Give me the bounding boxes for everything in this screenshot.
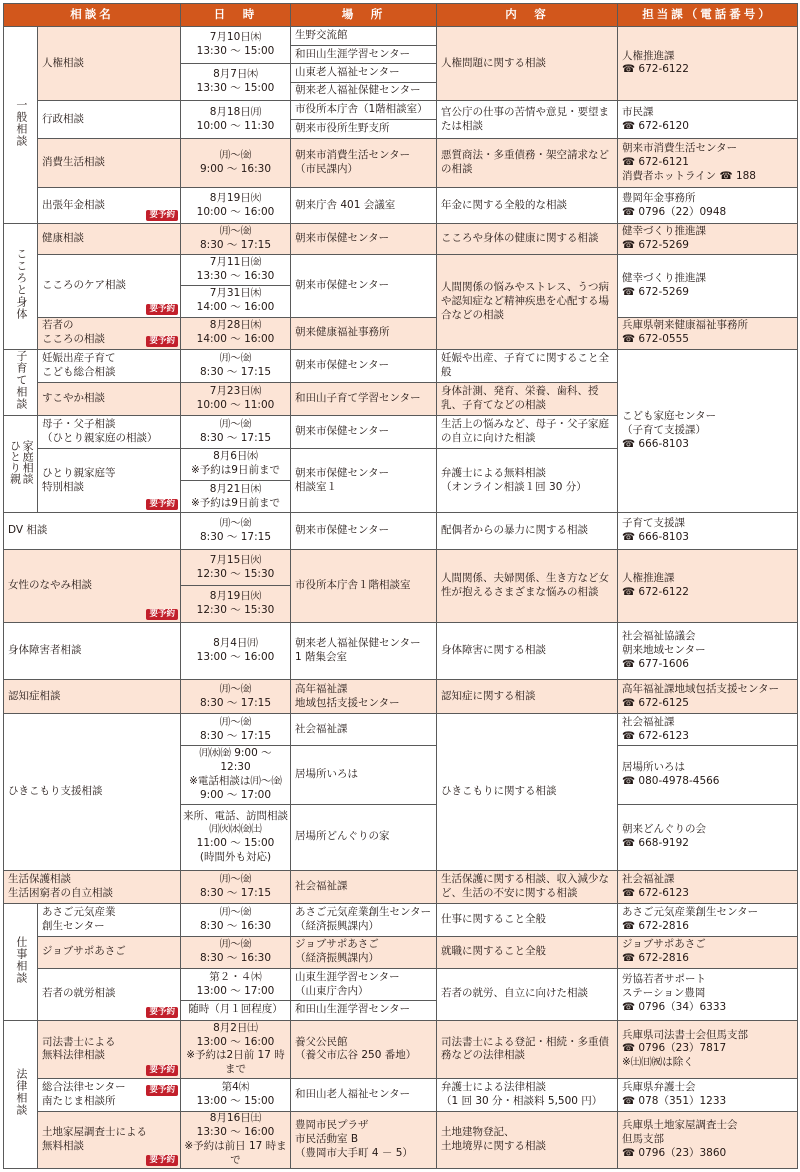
content-kokorocare: 人間関係の悩みやストレス、うつ病や認知症など精神疾患を心配する場合などの相談 [437, 254, 618, 349]
date-jinken-1: 7月10日㈭ 13:30 ～ 15:00 [181, 27, 291, 64]
name-boshi: 母子・父子相談 （ひとり親家庭の相談） [38, 416, 181, 448]
reserve-badge: 要予約 [146, 304, 178, 315]
contact-asago: あさご元気産業創生センター ☎ 672-2816 [618, 904, 798, 936]
name-sogo: 総合法律センター 南たじま相談所 要予約 [38, 1079, 181, 1111]
place-nenkin: 朝来庁舎 401 会議室 [291, 187, 437, 223]
contact-ninchi: 高年福祉課地域包括支援センター ☎ 672-6125 [618, 680, 798, 713]
content-ninshin: 妊娠や出産、子育てに関すること全般 [437, 349, 618, 382]
contact-seikatsu: 社会福祉課 ☎ 672-6123 [618, 870, 798, 903]
date-nenkin: 8月19日㈫ 10:00 ～ 16:00 [181, 187, 291, 223]
content-shintai: 身体障害に関する相談 [437, 622, 618, 680]
contact-kodomokatei: こども家庭センター （子育て支援課） ☎ 666-8103 [618, 349, 798, 513]
content-hitorioyatokubetsu: 弁護士による無料相談 （オンライン相談１回 30 分） [437, 448, 618, 513]
group-ippan: 一般相談 [4, 27, 38, 224]
content-shohi: 悪質商法・多重債務・架空請求などの相談 [437, 139, 618, 188]
date-hikikomori-2: ㈪㈬㈮ 9:00 ～ 12:30 ※電話相談は㈪～㈮ 9:00 ～ 17:00 [181, 746, 291, 805]
reserve-badge: 要予約 [146, 336, 178, 347]
contact-hikikomori-1: 社会福祉課 ☎ 672-6123 [618, 713, 798, 745]
content-kenko: こころや身体の健康に関する相談 [437, 224, 618, 254]
date-shuro-2: 随時（月１回程度） [181, 1001, 291, 1020]
name-kenko: 健康相談 [38, 224, 181, 254]
place-josei: 市役所本庁舎１階相談室 [291, 549, 437, 622]
place-asago: あさご元気産業創生センター （経済振興課内） [291, 904, 437, 936]
contact-hikikomori-3: 朝来どんぐりの会 ☎ 668-9192 [618, 804, 798, 870]
place-kenko: 朝来市保健センター [291, 224, 437, 254]
header-name: 相談名 [4, 4, 181, 27]
date-kokorocare-1: 7月11日㈮ 13:30 ～ 16:30 [181, 254, 291, 285]
date-sukoyaka: 7月23日㈬ 10:00 ～ 11:00 [181, 383, 291, 416]
place-boshi: 朝来市保健センター [291, 416, 437, 448]
date-shintai: 8月4日㈪ 13:00 ～ 16:00 [181, 622, 291, 680]
place-hikikomori-2: 居場所いろは [291, 746, 437, 805]
place-shuro-2: 和田山生涯学習センター [291, 1001, 437, 1020]
content-asago: 仕事に関すること全般 [437, 904, 618, 936]
date-sogo: 第4㈭ 13:00 ～ 15:00 [181, 1079, 291, 1111]
name-shiho: 司法書士による 無料法律相談 要予約 [38, 1020, 181, 1079]
contact-shuro: 労協若者サポート ステーション豊岡 ☎ 0796（34）6333 [618, 968, 798, 1020]
content-dv: 配偶者からの暴力に関する相談 [437, 513, 618, 549]
header-contact: 担当課（電話番号） [618, 4, 798, 27]
place-shuro-1: 山東生涯学習センター （山東庁舎内） [291, 968, 437, 1000]
date-shuro-1: 第２・４㈭ 13:00 ～ 17:00 [181, 968, 291, 1000]
content-jinken: 人権問題に関する相談 [437, 27, 618, 101]
date-gyosei: 8月18日㈪ 10:00 ～ 11:30 [181, 100, 291, 138]
place-jobsapo: ジョブサポあさご （経済振興課内） [291, 936, 437, 968]
place-sogo: 和田山老人福祉センター [291, 1079, 437, 1111]
name-tochi: 土地家屋調査士による 無料相談 要予約 [38, 1111, 181, 1168]
place-tochi: 豊岡市民プラザ 市民活動室 B （豊岡市大手町 4 － 5） [291, 1111, 437, 1168]
contact-shohi: 朝来市消費生活センター ☎ 672-6121 消費者ホットライン ☎ 188 [618, 139, 798, 188]
name-nenkin: 出張年金相談 要予約 [38, 187, 181, 223]
name-kokorocare: こころのケア相談 要予約 [38, 254, 181, 317]
name-ninchi: 認知症相談 [4, 680, 181, 713]
content-hikikomori: ひきこもりに関する相談 [437, 713, 618, 870]
contact-tochi: 兵庫県土地家屋調査士会 但馬支部 ☎ 0796（23）3860 [618, 1111, 798, 1168]
contact-hikikomori-2: 居場所いろは ☎ 080-4978-4566 [618, 746, 798, 805]
date-hikikomori-3: 来所、電話、訪問相談 ㈪㈫㈬㈮㈯ 11:00 ～ 15:00 (時間外も対応) [181, 804, 291, 870]
place-jinken-3: 山東老人福祉センター [291, 64, 437, 82]
contact-sogo: 兵庫県弁護士会 ☎ 078（351）1233 [618, 1079, 798, 1111]
date-kokorocare-2: 7月31日㈭ 14:00 ～ 16:00 [181, 286, 291, 317]
content-gyosei: 官公庁の仕事の苦情や意見・要望または相談 [437, 100, 618, 138]
date-boshi: ㈪～㈮ 8:30 ～ 17:15 [181, 416, 291, 448]
contact-shiho: 兵庫県司法書士会但馬支部 ☎ 0796（23）7817 ※㈯㈰㈷は除く [618, 1020, 798, 1079]
date-shiho: 8月2日㈯ 13:00 ～ 16:00 ※予約は2日前 17 時まで [181, 1020, 291, 1079]
content-sukoyaka: 身体計測、発育、栄養、歯科、授乳、子育てなどの相談 [437, 383, 618, 416]
reserve-badge: 要予約 [146, 499, 178, 510]
place-hikikomori-3: 居場所どんぐりの家 [291, 804, 437, 870]
name-gyosei: 行政相談 [38, 100, 181, 138]
name-jinken: 人権相談 [38, 27, 181, 101]
name-asago: あさご元気産業 創生センター [38, 904, 181, 936]
date-ninshin: ㈪～㈮ 8:30 ～ 17:15 [181, 349, 291, 382]
name-jobsapo: ジョブサポあさご [38, 936, 181, 968]
name-sukoyaka: すこやか相談 [38, 383, 181, 416]
reserve-badge: 要予約 [146, 1007, 178, 1018]
contact-gyosei: 市民課 ☎ 672-6120 [618, 100, 798, 138]
reserve-badge: 要予約 [146, 609, 178, 620]
reserve-badge: 要予約 [146, 1065, 178, 1076]
contact-wakamono: 兵庫県朝来健康福祉事務所 ☎ 672-0555 [618, 317, 798, 349]
date-dv: ㈪～㈮ 8:30 ～ 17:15 [181, 513, 291, 549]
content-jobsapo: 就職に関すること全般 [437, 936, 618, 968]
place-shiho: 養父公民館 （養父市広谷 250 番地） [291, 1020, 437, 1079]
content-tochi: 土地建物登記、 土地境界に関する相談 [437, 1111, 618, 1168]
contact-kokorocare: 健幸づくり推進課 ☎ 672-5269 [618, 254, 798, 317]
date-josei-1: 7月15日㈫ 12:30 ～ 15:30 [181, 549, 291, 585]
place-ninshin: 朝来市保健センター [291, 349, 437, 382]
group-katei: 家庭相談 [21, 440, 35, 485]
name-dv: DV 相談 [4, 513, 181, 549]
date-shohi: ㈪～㈮ 9:00 ～ 16:30 [181, 139, 291, 188]
consultation-table [3, 3, 798, 1169]
place-sukoyaka: 和田山子育て学習センター [291, 383, 437, 416]
place-jinken-1: 生野交流館 [291, 27, 437, 46]
content-ninchi: 認知症に関する相談 [437, 680, 618, 713]
name-seikatsu: 生活保護相談 生活困窮者の自立相談 [4, 870, 181, 903]
date-josei-2: 8月19日㈫ 12:30 ～ 15:30 [181, 586, 291, 622]
date-hitorioyatokubetsu-1: 8月6日㈬ ※予約は9日前まで [181, 448, 291, 480]
place-dv: 朝来市保健センター [291, 513, 437, 549]
date-ninchi: ㈪～㈮ 8:30 ～ 17:15 [181, 680, 291, 713]
place-gyosei-2: 朝来市役所生野支所 [291, 120, 437, 139]
name-ninshin: 妊娠出産子育て こども総合相談 [38, 349, 181, 382]
place-ninchi: 高年福祉課 地域包括支援センター [291, 680, 437, 713]
date-kenko: ㈪～㈮ 8:30 ～ 17:15 [181, 224, 291, 254]
group-katei-hitorioya [4, 416, 38, 513]
place-hikikomori-1: 社会福祉課 [291, 713, 437, 745]
date-jobsapo: ㈪～㈮ 8:30 ～ 16:30 [181, 936, 291, 968]
name-josei: 女性のなやみ相談 要予約 [4, 549, 181, 622]
name-hitorioyatokubetsu: ひとり親家庭等 特別相談 要予約 [38, 448, 181, 513]
date-hikikomori-1: ㈪～㈮ 8:30 ～ 17:15 [181, 713, 291, 745]
name-wakamono: 若者の こころの相談 要予約 [38, 317, 181, 349]
contact-josei: 人権推進課 ☎ 672-6122 [618, 549, 798, 622]
group-shigoto: 仕事相談 [4, 904, 38, 1020]
place-shintai: 朝来老人福祉保健センター 1 階集会室 [291, 622, 437, 680]
reserve-badge: 要予約 [146, 1085, 178, 1096]
content-shiho: 司法書士による登記・相続・多重債務などの法律相談 [437, 1020, 618, 1079]
group-hitorioya: ひとり親 [8, 440, 22, 485]
date-jinken-2: 8月7日㈭ 13:30 ～ 15:00 [181, 64, 291, 100]
group-kokoro: こころと身体 [4, 224, 38, 350]
header-content: 内 容 [437, 4, 618, 27]
place-jinken-4: 朝来老人福祉保健センター [291, 82, 437, 100]
name-shuro: 若者の就労相談 要予約 [38, 968, 181, 1020]
name-shintai: 身体障害者相談 [4, 622, 181, 680]
group-kosodate: 子育て相談 [4, 349, 38, 415]
header-row [4, 4, 798, 27]
contact-jinken: 人権推進課 ☎ 672-6122 [618, 27, 798, 101]
place-shohi: 朝来市消費生活センター （市民課内） [291, 139, 437, 188]
place-kokorocare: 朝来市保健センター [291, 254, 437, 317]
group-houritsu: 法律相談 [4, 1020, 38, 1168]
header-place: 場 所 [291, 4, 437, 27]
content-boshi: 生活上の悩みなど、母子・父子家庭の自立に向けた相談 [437, 416, 618, 448]
reserve-badge: 要予約 [146, 210, 178, 221]
contact-dv: 子育て支援課 ☎ 666-8103 [618, 513, 798, 549]
place-wakamono: 朝来健康福祉事務所 [291, 317, 437, 349]
content-josei: 人間関係、夫婦関係、生き方など女性が抱えるさまざまな悩みの相談 [437, 549, 618, 622]
contact-jobsapo: ジョブサポあさご ☎ 672-2816 [618, 936, 798, 968]
reserve-badge: 要予約 [146, 1155, 178, 1166]
contact-kenko: 健幸づくり推進課 ☎ 672-5269 [618, 224, 798, 254]
name-hikikomori: ひきこもり支援相談 [4, 713, 181, 870]
date-asago: ㈪～㈮ 8:30 ～ 16:30 [181, 904, 291, 936]
content-nenkin: 年金に関する全般的な相談 [437, 187, 618, 223]
date-wakamono: 8月28日㈭ 14:00 ～ 16:00 [181, 317, 291, 349]
content-seikatsu: 生活保護に関する相談、収入減少など、生活の不安に関する相談 [437, 870, 618, 903]
place-jinken-2: 和田山生涯学習センター [291, 46, 437, 64]
name-shohi: 消費生活相談 [38, 139, 181, 188]
place-hitorioyatokubetsu: 朝来市保健センター 相談室１ [291, 448, 437, 513]
date-seikatsu: ㈪～㈮ 8:30 ～ 17:15 [181, 870, 291, 903]
header-datetime: 日 時 [181, 4, 291, 27]
content-sogo: 弁護士による法律相談 （1 回 30 分・相談料 5,500 円） [437, 1079, 618, 1111]
place-gyosei-1: 市役所本庁舎（1階相談室） [291, 100, 437, 119]
place-seikatsu: 社会福祉課 [291, 870, 437, 903]
content-shuro: 若者の就労、自立に向けた相談 [437, 968, 618, 1020]
contact-shintai: 社会福祉協議会 朝来地域センター ☎ 677-1606 [618, 622, 798, 680]
date-hitorioyatokubetsu-2: 8月21日㈭ ※予約は9日前まで [181, 481, 291, 513]
date-tochi: 8月16日㈯ 13:30 ～ 16:00 ※予約は前日 17 時まで [181, 1111, 291, 1168]
contact-nenkin: 豊岡年金事務所 ☎ 0796（22）0948 [618, 187, 798, 223]
